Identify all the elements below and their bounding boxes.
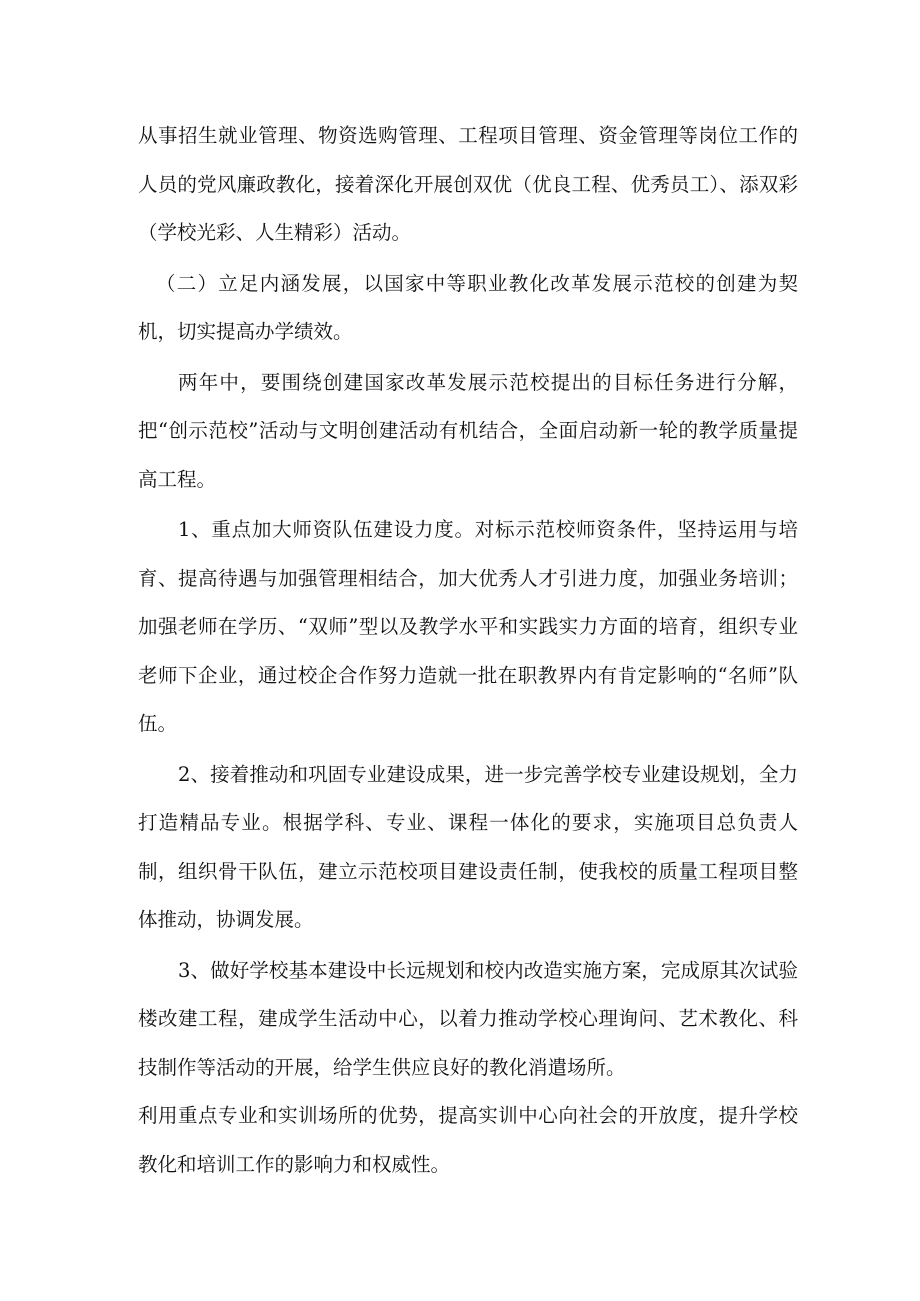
paragraph-continuation: 从事招生就业管理、物资选购管理、工程项目管理、资金管理等岗位工作的人员的党风廉政教化，接着深化开展创双优（优良工程、优秀员工）、添双彩（学校光彩、人生精彩）活动。: [138, 124, 798, 244]
paragraph-item-3: 3、做好学校基本建设中长远规划和校内改造实施方案，完成原其次试验楼改建工程，建成学生活动中心，以着力推动学校心理询问、艺术教化、科技制作等活动的开展，给学生供应良好的教化消遣场所。: [138, 958, 798, 1079]
paragraph-section-heading: （二）立足内涵发展，以国家中等职业教化改革发展示范校的创建为契机，切实提高办学绩效。: [138, 271, 798, 343]
paragraph-item-1: 1、重点加大师资队伍建设力度。对标示范校师资条件，坚持运用与培育、提高待遇与加强管理相结合，加大优秀人才引进力度，加强业务培训；加强老师在学历、“双师”型以及教学水平和实践实力方面的培育，组织专业老师下企业，通过校企合作努力造就一批在职教界内有肯定影响的“名师”队伍。: [138, 518, 798, 735]
paragraph-two-years: 两年中，要围绕创建国家改革发展示范校提出的目标任务进行分解，把“创示范校”活动与文明创建活动有机结合，全面启动新一轮的教学质量提高工程。: [138, 370, 798, 491]
paragraph-item-2: 2、接着推动和巩固专业建设成果，进一步完善学校专业建设规划，全力打造精品专业。根据学科、专业、课程一体化的要求，实施项目总负责人制，组织骨干队伍，建立示范校项目建设责任制，使我校的质量工程项目整体推动，协调发展。: [138, 762, 798, 931]
document-body: [138, 112, 798, 1189]
paragraph-final: 利用重点专业和实训场所的优势，提高实训中心向社会的开放度，提升学校教化和培训工作的影响力和权威性。: [138, 1104, 798, 1176]
